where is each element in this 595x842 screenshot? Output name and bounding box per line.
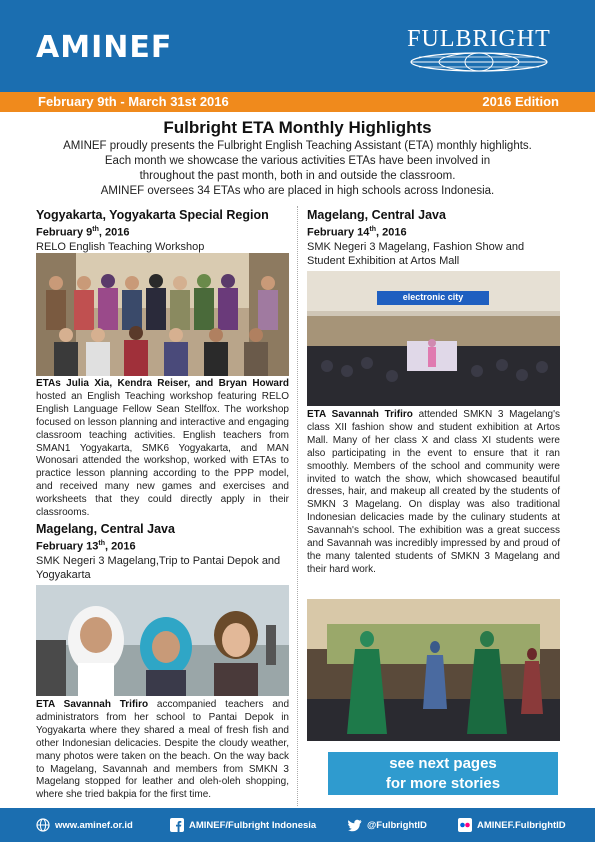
story-location: Yogyakarta, Yogyakarta Special Region [36, 208, 269, 222]
intro-line: Each month we showcase the various activities ETAs have been involved in [104, 155, 491, 167]
story-location: Magelang, Central Java [307, 208, 446, 222]
story-body: ETA Savannah Trifiro attended SMKN 3 Magelang's class XII fashion show and student exhibition at Artos Mall. Many of her class X and class XI students were also participating in the event to ensure that it ran smoothly. Members of the school and community were invited to watch the show, which showcased beautiful dresses, hair, and makeup all created by the students of SMKN 3 Magelang. On display was also traditional Indonesian delicacies made by the culinary students at Savannah's school. The exhibition was a great success and Savannah was incredibly impressed by and proud of the many talented students of SMKN 3 Magelang and their hard work. [307, 409, 560, 575]
story-subtitle: SMK Negeri 3 Magelang,Trip to Pantai Depok and Yogyakarta [36, 554, 281, 581]
story-pantai-depok [36, 522, 291, 582]
intro-line: throughout the past month, both in and outside the classroom. [139, 170, 456, 182]
header-banner [0, 0, 595, 92]
twitter-icon [348, 818, 362, 832]
globe-icon [36, 818, 50, 832]
footer-bar [0, 808, 595, 842]
footer-flickr-link[interactable]: AMINEF.FulbrightID [458, 818, 566, 832]
footer-twitter-link[interactable]: @FulbrightID [348, 818, 427, 832]
date-bar [0, 92, 595, 112]
intro-line: AMINEF oversees 34 ETAs who are placed in high schools across Indonesia. [100, 185, 495, 197]
footer-website-link[interactable]: www.aminef.or.id [36, 818, 133, 832]
story-yogyakarta [36, 208, 291, 254]
story-body: ETA Savannah Trifiro accompanied teachers and administrators from her school to Pantai Depok in Yogyakarta where they shared a meal of fresh fish and other Indonesian delicacies. Despite the cloudy weather, many photos were taken on the beach. On the way back to Magelang, Savannah and members from SMKN 3 Magelang stopped for leather and oleh-oleh shopping, where she tried bakpia for the first time. [36, 699, 290, 801]
edition-label: 2016 Edition [482, 94, 559, 109]
story-date: February 13th, 2016 [36, 540, 136, 553]
story-date: February 9th, 2016 [36, 226, 130, 239]
column-divider [297, 206, 298, 806]
fulbright-wordmark: FULBRIGHT [407, 26, 551, 52]
flickr-icon [458, 818, 472, 832]
intro-text [60, 139, 535, 199]
date-range: February 9th - March 31st 2016 [38, 94, 229, 109]
aminef-logo: AMINEF [36, 30, 173, 65]
beach-selfie-photo [36, 585, 289, 696]
story-location: Magelang, Central Java [36, 522, 175, 536]
intro-line: AMINEF proudly presents the Fulbright English Teaching Assistant (ETA) monthly highlights. [63, 140, 532, 152]
runway-models-photo [307, 599, 560, 741]
cta-line: for more stories [385, 775, 501, 792]
story-body: ETAs Julia Xia, Kendra Reiser, and Bryan Howard hosted an English Teaching workshop featuring RELO English Language Fellow Sean Stellfox. The workshop focused on lesson planning and interactive and engaging classroom teaching activities. English teachers from SMAN1 Yogyakarta, SMK6 Yogyakarta, and MAN Wonosari attended the workshop, worked with ETAs to practice lesson planning according to the PPP model, and received many new games and exercises and worksheets that they could directly apply in their classrooms. [36, 378, 289, 519]
mall-fashion-show-photo [307, 271, 560, 406]
fulbright-logo [405, 26, 553, 74]
story-fashion-show [307, 208, 562, 268]
story-subtitle: RELO English Teaching Workshop [36, 240, 205, 253]
story-subtitle: SMK Negeri 3 Magelang, Fashion Show and Student Exhibition at Artos Mall [307, 240, 525, 267]
electronic-city-sign: electronic city [402, 292, 464, 302]
page-title: Fulbright ETA Monthly Highlights [163, 118, 432, 137]
cta-line: see next pages [389, 755, 497, 772]
globe-lines-icon [409, 52, 549, 72]
story-date: February 14th, 2016 [307, 226, 407, 239]
see-next-pages-button[interactable] [328, 752, 558, 795]
facebook-icon [170, 818, 184, 832]
footer-facebook-link[interactable]: AMINEF/Fulbright Indonesia [170, 818, 316, 832]
workshop-group-photo [36, 253, 289, 376]
